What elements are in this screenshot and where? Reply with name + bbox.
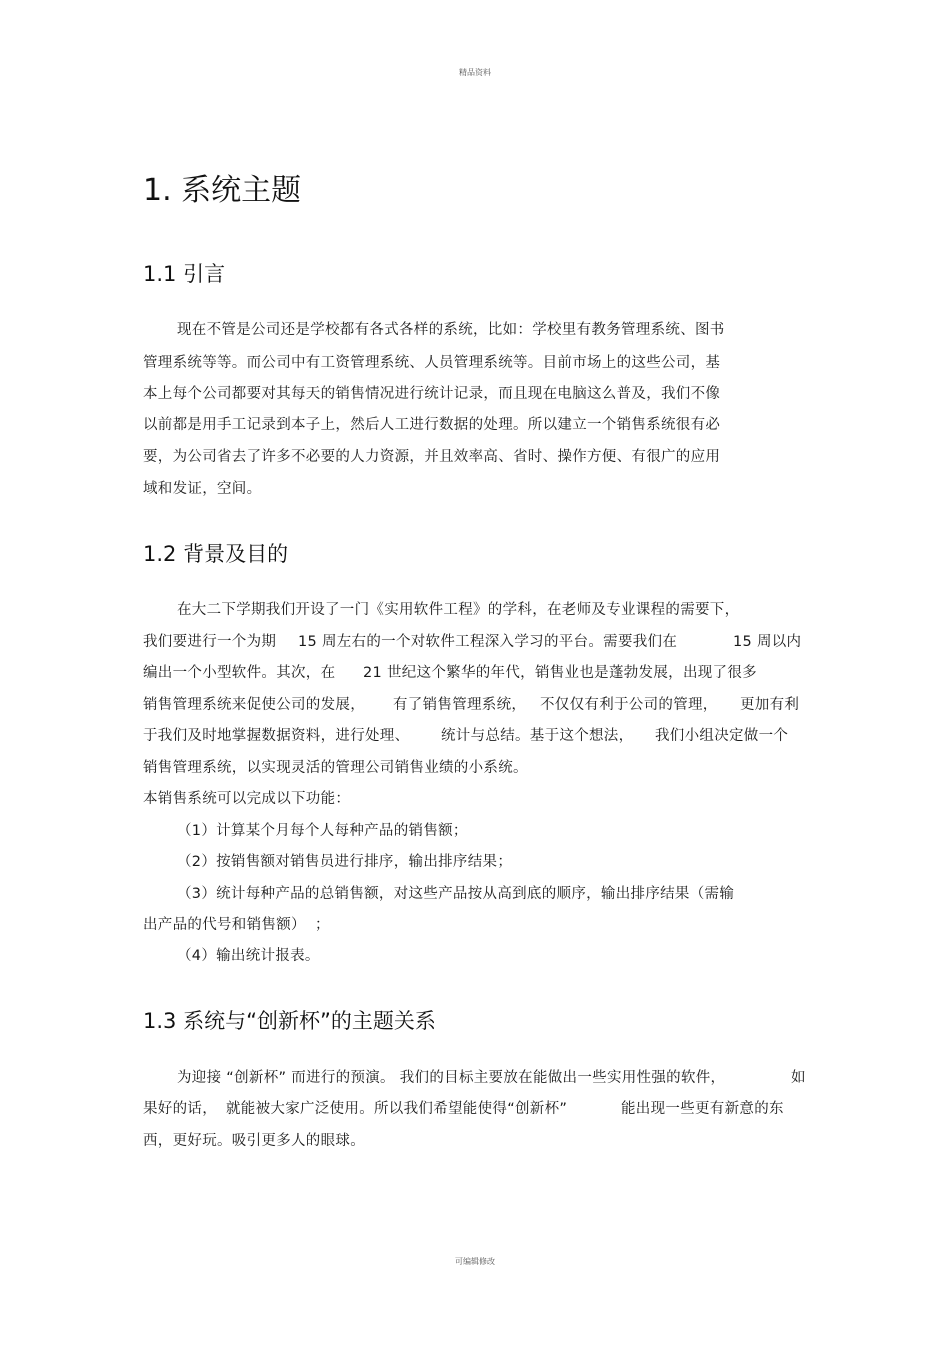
text-segment: 不仅仅有利于公司的管理， xyxy=(540,697,718,713)
text-segment: 15 周左右的一个对软件工程深入学习的平台。需要我们在 xyxy=(298,634,678,650)
paragraph-line: 管理系统等等。而公司中有工资管理系统、人员管理系统等。目前市场上的这些公司，基 xyxy=(143,355,721,371)
list-item-continuation xyxy=(143,915,443,935)
paragraph-line: 现在不管是公司还是学校都有各式各样的系统，比如：学校里有教务管理系统、图书 xyxy=(177,322,725,338)
text-segment: 为迎接 “创新杯” 而进行的预演。 我们的目标主要放在能做出一些实用性强的软件， xyxy=(177,1070,726,1086)
paragraph-line xyxy=(143,726,823,746)
text-segment: 于我们及时地掌握数据资料，进行处理、 xyxy=(143,728,410,744)
text-segment: 有了销售管理系统， xyxy=(393,697,527,713)
paragraph-line xyxy=(143,1099,823,1119)
heading-background: 1.2 背景及目的 xyxy=(143,542,289,566)
text-segment: 就能被大家广泛使用。所以我们希望能使得“创新杯” xyxy=(226,1101,568,1117)
paragraph-line: 本销售系统可以完成以下功能： xyxy=(143,791,351,807)
paragraph-line: 西，更好玩。吸引更多人的眼球。 xyxy=(143,1133,365,1149)
text-segment: 如 xyxy=(791,1070,806,1086)
list-item: （2）按销售额对销售员进行排序，输出排序结果； xyxy=(177,854,513,870)
page-header: 精品资料 xyxy=(459,68,491,77)
section-title: 1. 系统主题 xyxy=(143,173,302,208)
text-segment: 编出一个小型软件。其次，在 xyxy=(143,665,336,681)
text-segment: 能出现一些更有新意的东 xyxy=(621,1101,784,1117)
paragraph-line: 域和发证，空间。 xyxy=(143,481,262,497)
text-segment: 15 周以内 xyxy=(733,634,802,650)
list-item: （4）输出统计报表。 xyxy=(177,948,320,964)
paragraph-line: 在大二下学期我们开设了一门《实用软件工程》的学科，在老师及专业课程的需要下， xyxy=(177,602,740,618)
text-segment: 我们小组决定做一个 xyxy=(655,728,789,744)
text-segment: 果好的话， xyxy=(143,1101,217,1117)
heading-innovation-cup: 1.3 系统与“创新杯”的主题关系 xyxy=(143,1009,436,1033)
heading-introduction: 1.1 引言 xyxy=(143,262,226,286)
text-segment: ； xyxy=(315,917,330,933)
paragraph-line xyxy=(143,695,823,715)
paragraph-line xyxy=(177,1068,817,1088)
text-segment: 销售管理系统来促使公司的发展， xyxy=(143,697,365,713)
list-item: （3）统计每种产品的总销售额，对这些产品按从高到底的顺序，输出排序结果（需输 xyxy=(177,886,735,902)
text-segment: 出产品的代号和销售额） xyxy=(143,917,306,933)
paragraph-line: 要，为公司省去了许多不必要的人力资源，并且效率高、省时、操作方便、有很广的应用 xyxy=(143,449,721,465)
paragraph-line: 销售管理系统，以实现灵活的管理公司销售业绩的小系统。 xyxy=(143,760,528,776)
paragraph-line xyxy=(143,632,823,652)
paragraph-line xyxy=(143,663,823,683)
text-segment: 21 世纪这个繁华的年代，销售业也是蓬勃发展，出现了很多 xyxy=(363,665,757,681)
text-segment: 我们要进行一个为期 xyxy=(143,634,277,650)
page-footer: 可编辑修改 xyxy=(455,1257,495,1266)
paragraph-line: 以前都是用手工记录到本子上，然后人工进行数据的处理。所以建立一个销售系统很有必 xyxy=(143,417,721,433)
text-segment: 更加有利 xyxy=(740,697,800,713)
paragraph-line: 本上每个公司都要对其每天的销售情况进行统计记录，而且现在电脑这么普及，我们不像 xyxy=(143,386,721,402)
list-item: （1）计算某个月每个人每种产品的销售额； xyxy=(177,823,468,839)
text-segment: 统计与总结。基于这个想法， xyxy=(441,728,634,744)
